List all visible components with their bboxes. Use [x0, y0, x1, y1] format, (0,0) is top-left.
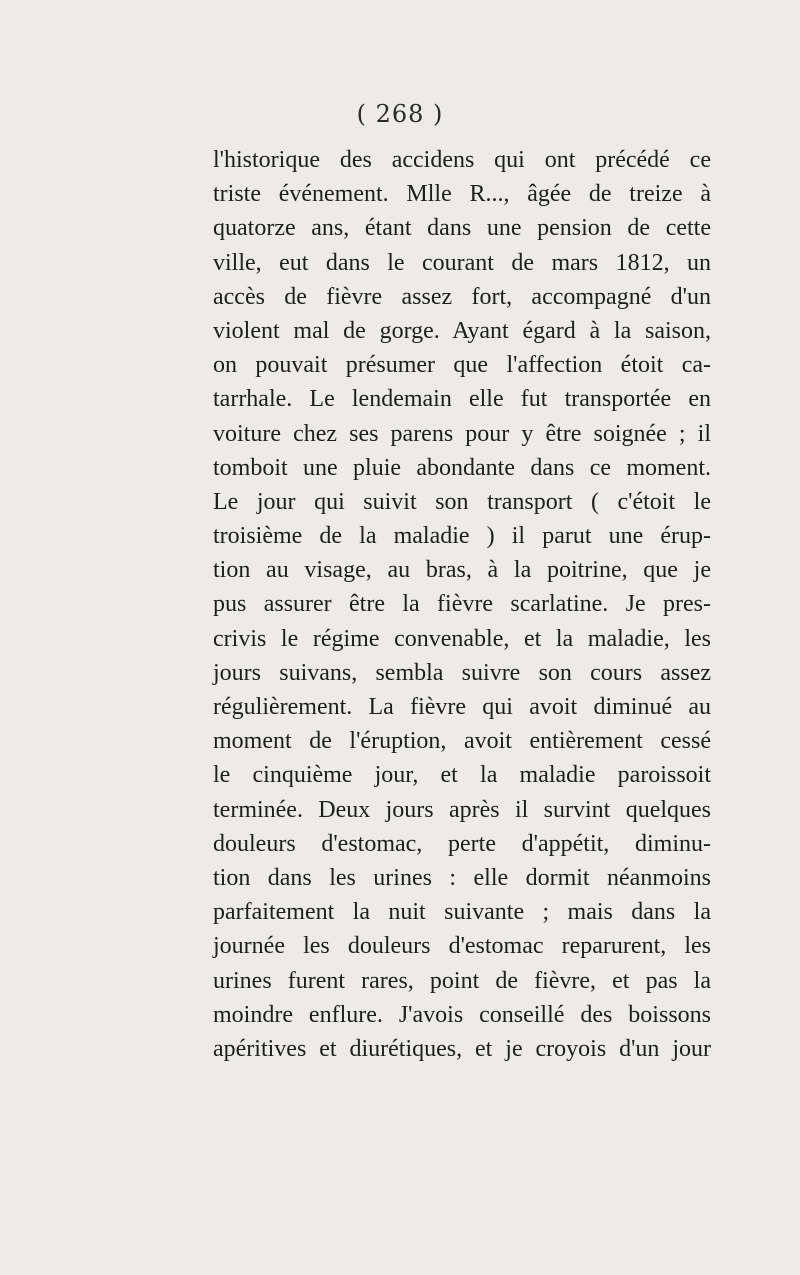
text-line: violent mal de gorge. Ayant égard à la saison, [213, 317, 711, 344]
text-line: douleurs d'estomac, perte d'appétit, diminu- [213, 830, 711, 857]
text-line: urines furent rares, point de fièvre, et pas la [213, 967, 711, 994]
text-line: terminée. Deux jours après il survint quelques [213, 796, 711, 823]
text-line: l'historique des accidens qui ont précédé ce [213, 147, 711, 173]
text-line: parfaitement la nuit suivante ; mais dans la [213, 899, 711, 926]
text-line: tomboit une pluie abondante dans ce moment. [213, 454, 711, 481]
text-line: pus assurer être la fièvre scarlatine. Je pres- [213, 591, 711, 618]
text-line: quatorze ans, étant dans une pension de cette [213, 215, 711, 242]
text-line: crivis le régime convenable, et la maladie, les [213, 625, 711, 652]
text-line: jours suivans, sembla suivre son cours assez [213, 659, 711, 686]
text-line: régulièrement. La fièvre qui avoit diminué au [213, 694, 711, 720]
text-line: le cinquième jour, et la maladie paroissoit [213, 762, 711, 789]
text-line: accès de fièvre assez fort, accompagné d'un [213, 283, 711, 310]
text-line: on pouvait présumer que l'affection étoit ca- [213, 352, 711, 379]
text-line: tarrhale. Le lendemain elle fut transportée en [213, 386, 711, 413]
text-line: apéritives et diurétiques, et je croyois d'un jour [213, 1035, 711, 1062]
text-line: voiture chez ses parens pour y être soignée ; il [213, 420, 711, 447]
text-line: troisième de la maladie ) il parut une érup- [213, 523, 711, 550]
text-line: moment de l'éruption, avoit entièrement cessé [213, 728, 711, 755]
text-line: Le jour qui suivit son transport ( c'étoit le [213, 488, 711, 515]
text-line: journée les douleurs d'estomac reparurent, les [213, 933, 711, 960]
text-line: ville, eut dans le courant de mars 1812, un [213, 249, 711, 276]
text-line: tion dans les urines : elle dormit néanmoins [213, 864, 711, 891]
body-text [213, 143, 711, 1066]
text-line: tion au visage, au bras, à la poitrine, que je [213, 557, 711, 584]
page-number: ( 268 ) [356, 100, 444, 128]
text-line: moindre enflure. J'avois conseillé des boissons [213, 1001, 711, 1028]
text-line: triste événement. Mlle R..., âgée de treize à [213, 181, 711, 208]
